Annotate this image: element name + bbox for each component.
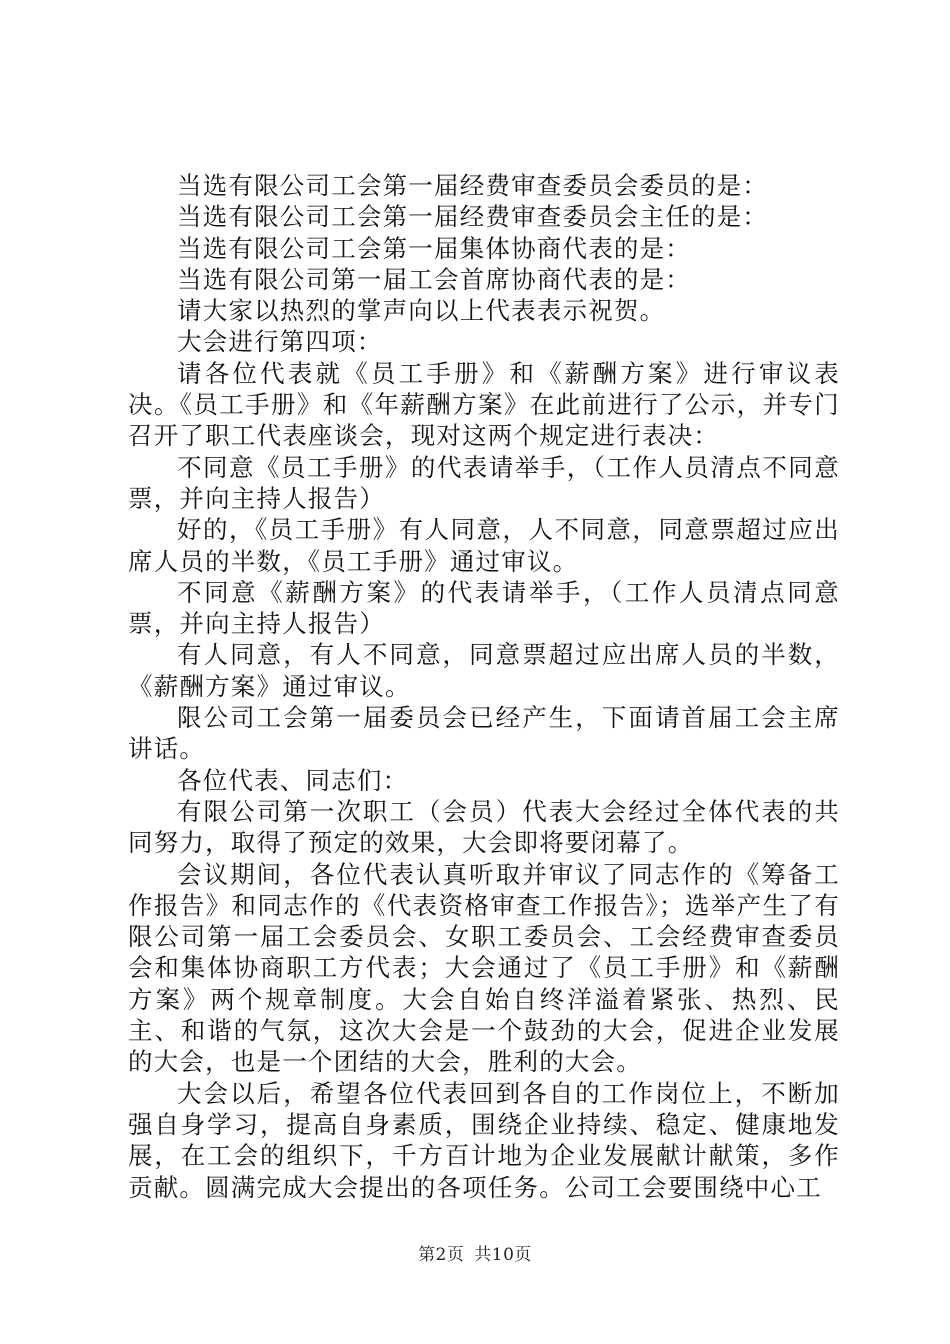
paragraph: 会议期间，各位代表认真听取并审议了同志作的《筹备工作报告》和同志作的《代表资格审查工作报告》；选举产生了有限公司第一届工会委员会、女职工委员会、工会经费审查委员会和集体协商职工方代表；大会通过了《员工手册》和《薪酬方案》两个规章制度。大会自始自终洋溢着紧张、热烈、民主、和谐的气氛，这次大会是一个鼓劲的大会，促进企业发展的大会，也是一个团结的大会，胜利的大会。	[128, 859, 840, 1077]
paragraph: 当选有限公司工会第一届集体协商代表的是：	[177, 233, 691, 263]
paragraph: 当选有限公司工会第一届经费审查委员会委员的是：	[177, 171, 769, 200]
paragraph: 当选有限公司第一届工会首席协商代表的是：	[177, 264, 691, 294]
paragraph: 有人同意，有人不同意，同意票超过应出席人员的半数，《薪酬方案》通过审议。	[128, 640, 840, 701]
document-body	[128, 170, 840, 1203]
page-number: 第2页	[418, 1245, 465, 1265]
paragraph: 不同意《薪酬方案》的代表请举手，（工作人员清点同意票，并向主持人报告）	[128, 577, 840, 639]
paragraph: 请各位代表就《员工手册》和《薪酬方案》进行审议表决。《员工手册》和《年薪酬方案》在此前进行了公示，并专门召开了职工代表座谈会，现对这两个规定进行表决：	[128, 358, 840, 451]
paragraph: 有限公司第一次职工（会员）代表大会经过全体代表的共同努力，取得了预定的效果，大会即将要闭幕了。	[128, 796, 840, 858]
page-total: 共10页	[474, 1245, 532, 1265]
paragraph: 请大家以热烈的掌声向以上代表表示祝贺。	[177, 296, 666, 326]
paragraph: 不同意《员工手册》的代表请举手，（工作人员清点不同意票，并向主持人报告）	[128, 452, 840, 513]
paragraph: 大会以后，希望各位代表回到各自的工作岗位上，不断加强自身学习，提高自身素质，围绕企业持续、稳定、健康地发展，在工会的组织下，千方百计地为企业发展献计献策，多作贡献。圆满完成大会提出的各项任务。公司工会要围绕中心工	[128, 1078, 840, 1202]
paragraph: 大会进行第四项：	[177, 327, 383, 357]
paragraph: 当选有限公司工会第一届经费审查委员会主任的是：	[177, 202, 769, 232]
paragraph: 各位代表、同志们：	[177, 765, 409, 795]
paragraph: 限公司工会第一届委员会已经产生，下面请首届工会主席讲话。	[128, 703, 840, 764]
page-footer	[0, 1240, 950, 1265]
paragraph: 好的，《员工手册》有人同意，人不同意，同意票超过应出席人员的半数，《员工手册》通过审议。	[128, 515, 840, 576]
